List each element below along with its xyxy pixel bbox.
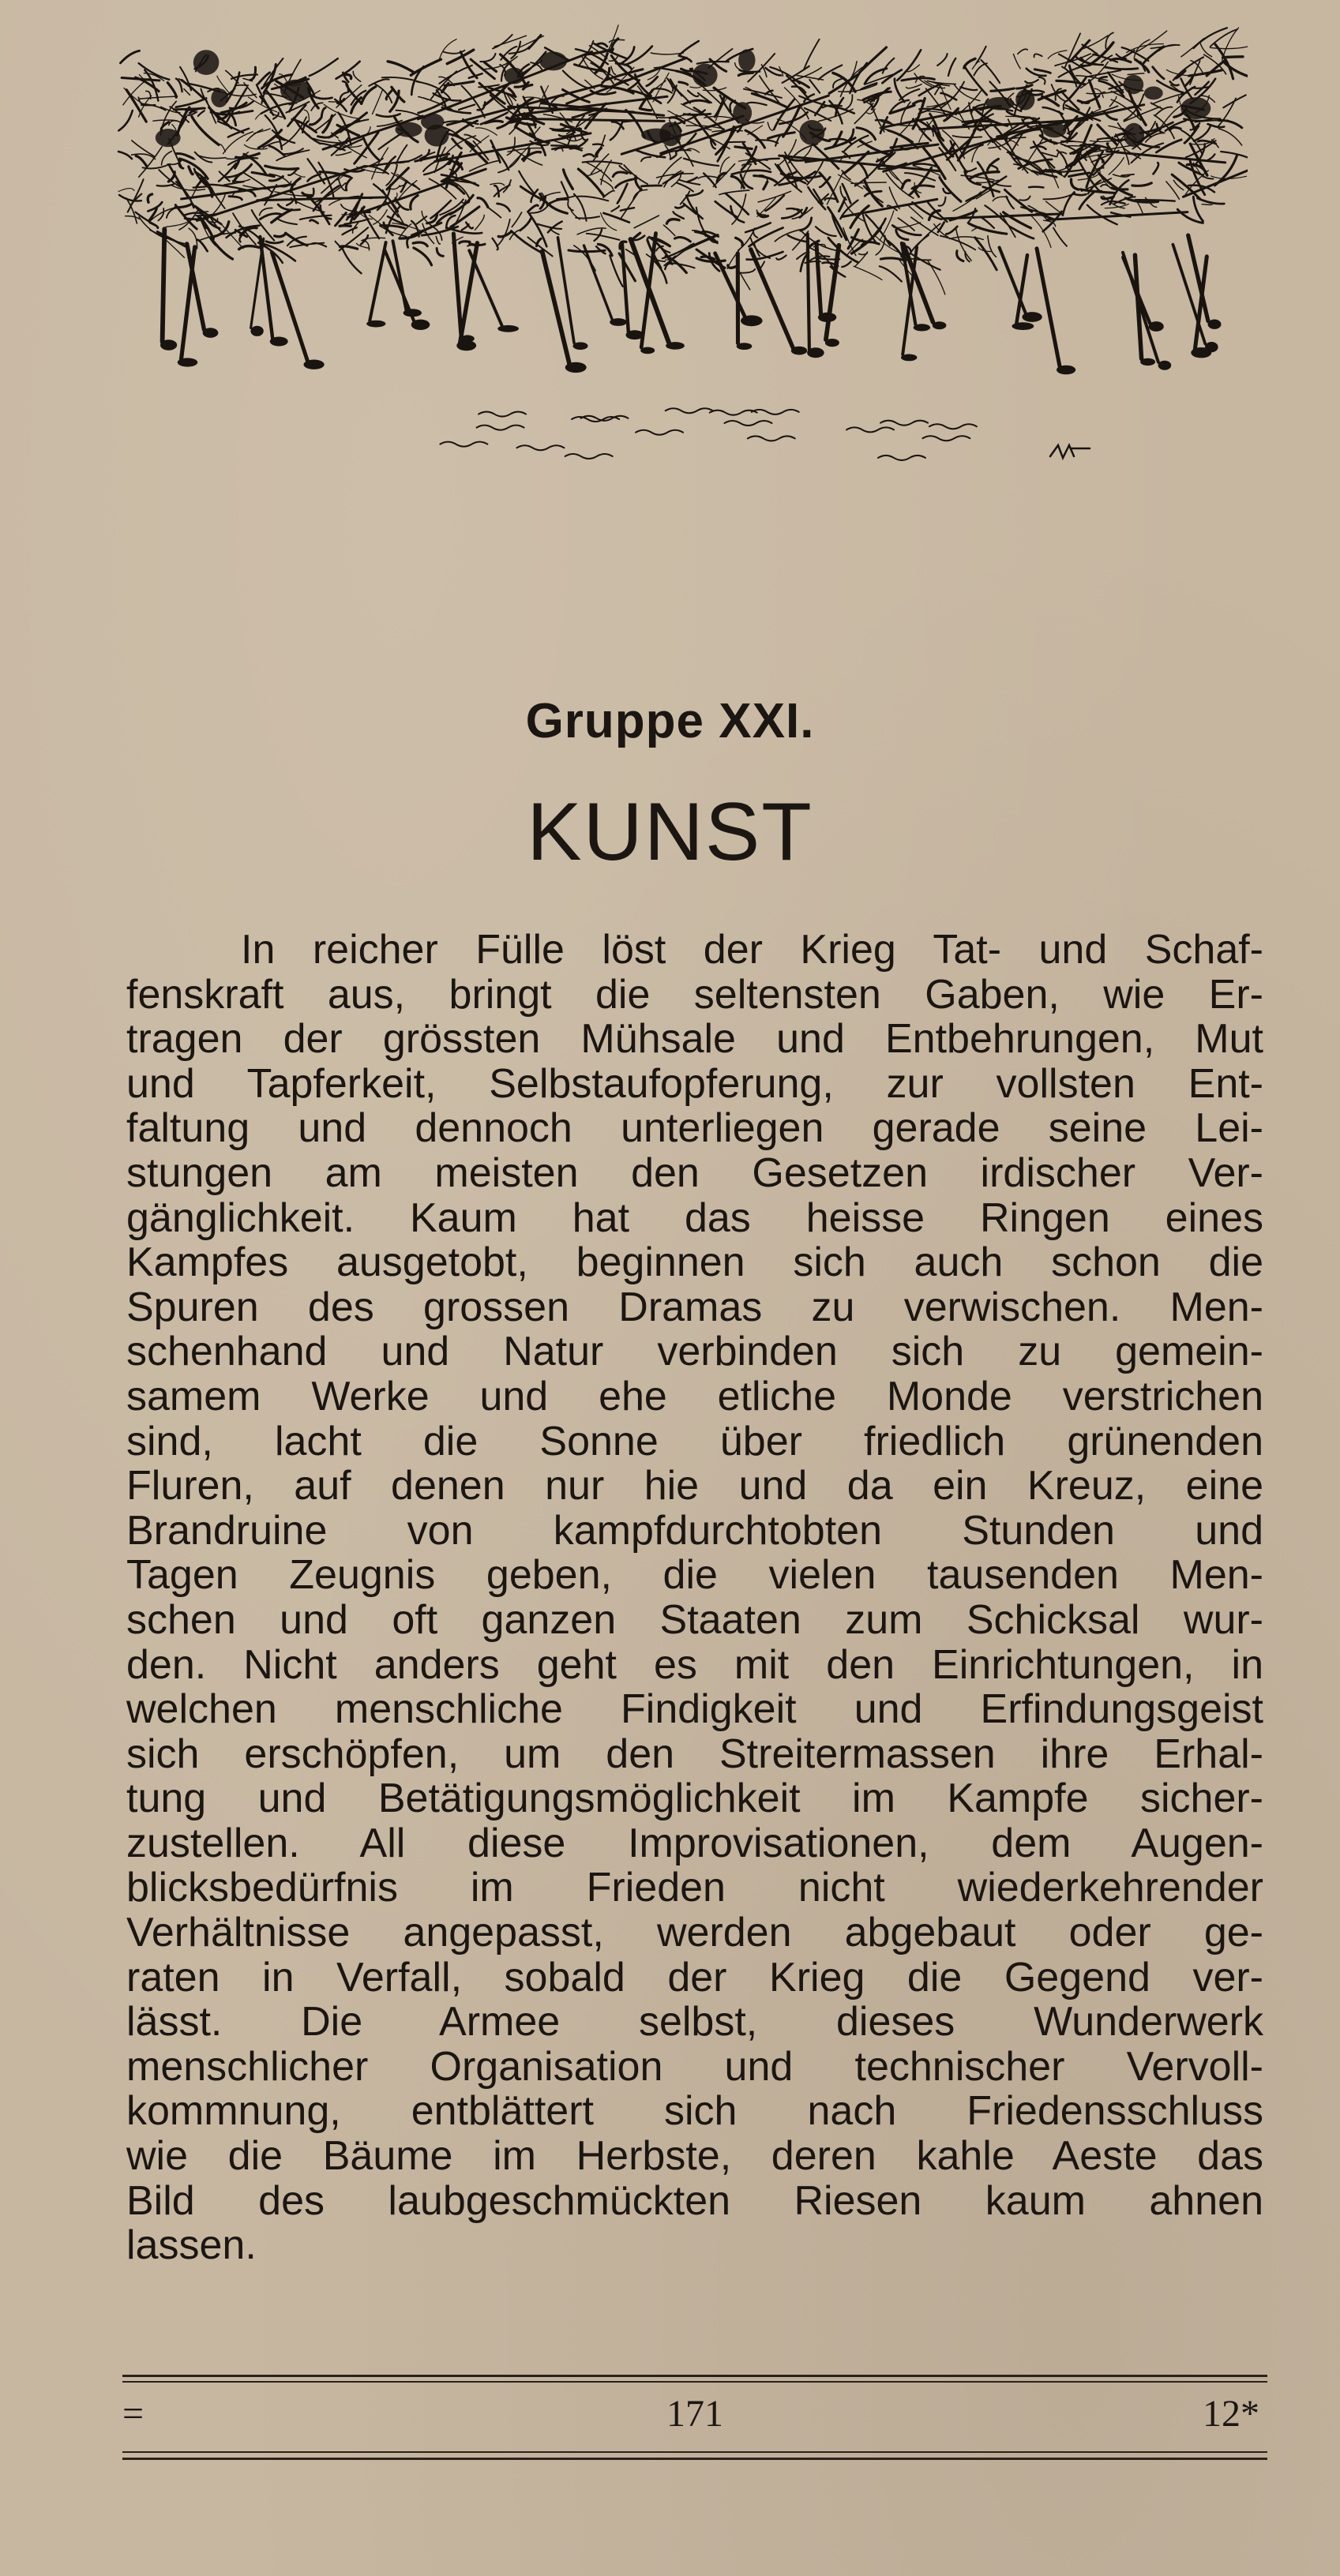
paragraph-line: schen und oft ganzen Staaten zum Schicksal wur- xyxy=(126,1596,1263,1643)
paragraph-line: Bild des laubgeschmückten Riesen kaum ahnen xyxy=(126,2177,1263,2224)
paragraph-line: In reicher Fülle löst der Krieg Tat- und Schaf- xyxy=(241,927,1263,973)
paragraph-line: Kampfes ausgetobt, beginnen sich auch schon die xyxy=(126,1239,1263,1286)
paragraph-line: Tagen Zeugnis geben, die vielen tausenden Men- xyxy=(126,1552,1263,1599)
group-heading: Gruppe XXI. xyxy=(525,694,815,748)
paragraph-line: lässt. Die Armee selbst, dieses Wunderwerk xyxy=(126,1999,1263,2045)
charging-soldiers-illustration xyxy=(111,24,1248,497)
paragraph-line: sich erschöpfen, um den Streitermassen ihre Erhal- xyxy=(126,1730,1263,1777)
footer-rule-top-thin xyxy=(122,2381,1267,2383)
page-number: 171 xyxy=(666,2393,723,2435)
paragraph-line: tragen der grössten Mühsale und Entbehrungen, Mut xyxy=(126,1016,1263,1063)
footer-left-mark: = xyxy=(122,2393,145,2435)
paragraph-line: menschlicher Organisation und technischer Vervoll- xyxy=(126,2043,1263,2090)
page-footer xyxy=(122,2392,1267,2439)
paragraph-line: Verhältnisse angepasst, werden abgebaut oder ge- xyxy=(126,1910,1263,1956)
paragraph-line: tung und Betätigungsmöglichkeit im Kampfe sicher- xyxy=(126,1775,1263,1822)
paragraph-line: Spuren des grossen Dramas zu verwischen. Men- xyxy=(126,1284,1263,1330)
paragraph-line: Fluren, auf denen nur hie und da ein Kreuz, eine xyxy=(126,1463,1263,1509)
paragraph-line: stungen am meisten den Gesetzen irdischer Ver- xyxy=(126,1149,1263,1196)
footer-rule-bottom xyxy=(122,2458,1267,2460)
paragraph-line: faltung und dennoch unterliegen gerade seine Lei- xyxy=(126,1105,1263,1152)
paragraph-line: lassen. xyxy=(126,2222,257,2269)
paragraph-line: blicksbedürfnis im Frieden nicht wiederkehrender xyxy=(126,1865,1263,1911)
signature-mark: 12* xyxy=(1203,2393,1259,2435)
paragraph-line: kommnung, entblättert sich nach Friedensschluss xyxy=(126,2088,1263,2135)
paragraph-line: wie die Bäume im Herbste, deren kahle Aeste das xyxy=(126,2133,1263,2180)
paragraph-line: zustellen. All diese Improvisationen, dem Augen- xyxy=(126,1820,1263,1866)
section-title: KUNST xyxy=(527,786,813,878)
paragraph-line: und Tapferkeit, Selbstaufopferung, zur vollsten Ent- xyxy=(126,1060,1263,1107)
paragraph-line: welchen menschliche Findigkeit und Erfindungsgeist xyxy=(126,1686,1263,1733)
paragraph-line: sind, lacht die Sonne über friedlich grünenden xyxy=(126,1418,1263,1464)
paragraph-line: schenhand und Natur verbinden sich zu gemein- xyxy=(126,1329,1263,1375)
paragraph-line: den. Nicht anders geht es mit den Einrichtungen, in xyxy=(126,1641,1263,1688)
paragraph-line: fenskraft aus, bringt die seltensten Gaben, wie Er- xyxy=(126,971,1263,1018)
body-paragraph xyxy=(126,928,1263,2268)
footer-rule-top xyxy=(122,2375,1267,2377)
paragraph-line: samem Werke und ehe etliche Monde verstrichen xyxy=(126,1373,1263,1419)
paragraph-line: raten in Verfall, sobald der Krieg die Gegend ver- xyxy=(126,1954,1263,2000)
paragraph-line: Brandruine von kampfdurchtobten Stunden und xyxy=(126,1507,1263,1554)
paragraph-line: gänglichkeit. Kaum hat das heisse Ringen eines xyxy=(126,1194,1263,1241)
footer-rule-bottom-thin xyxy=(122,2451,1267,2453)
